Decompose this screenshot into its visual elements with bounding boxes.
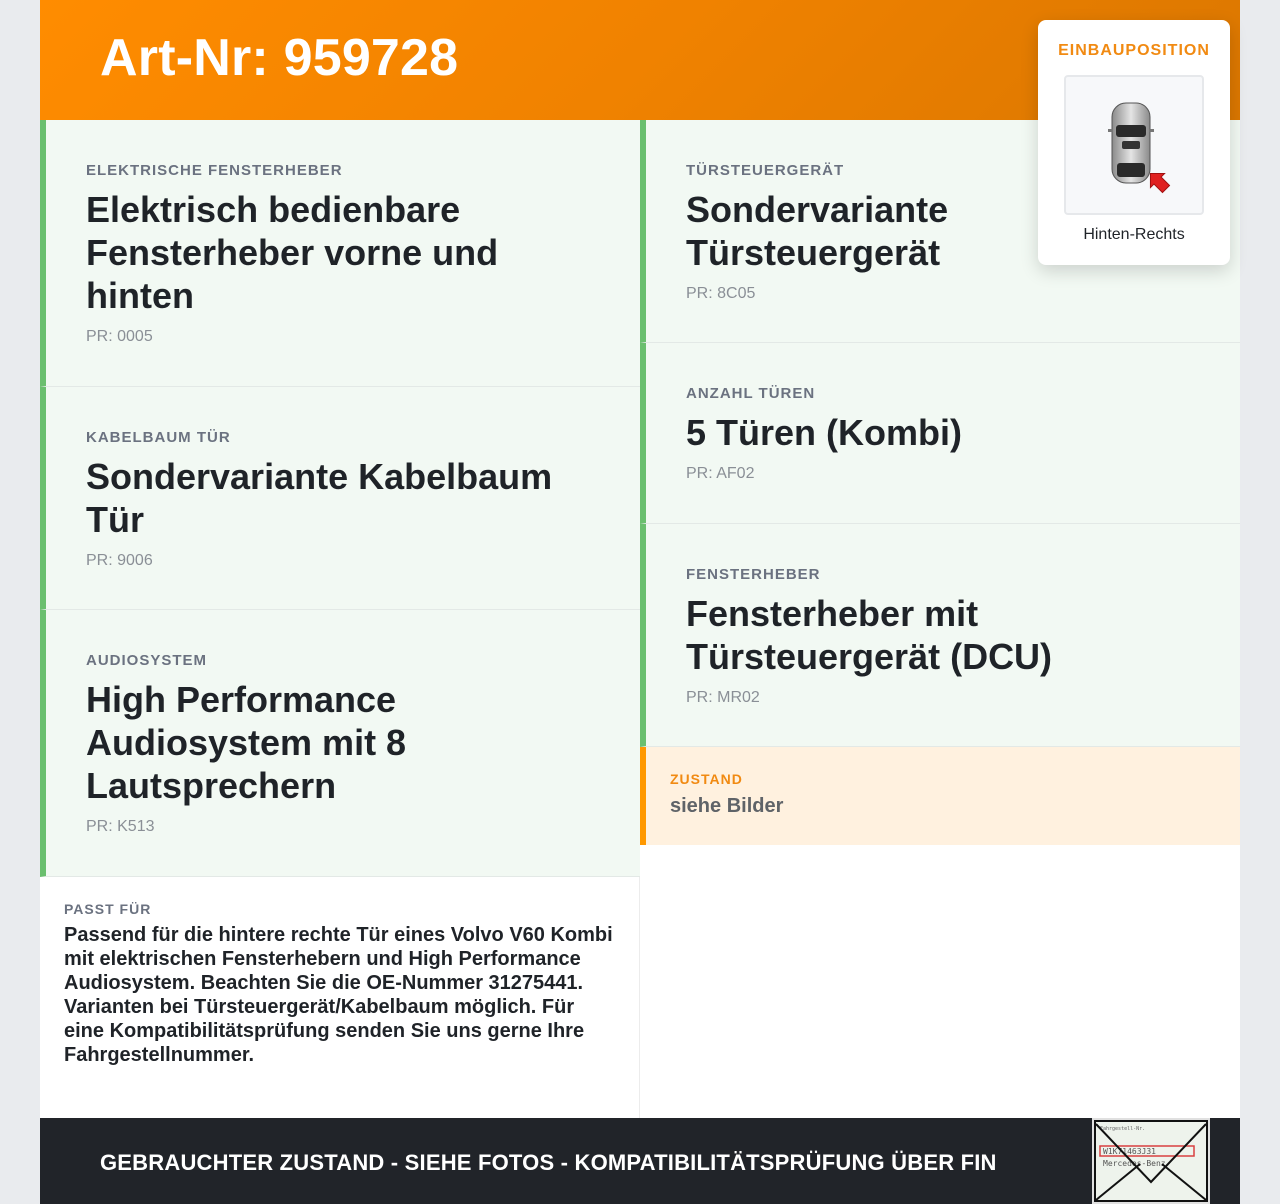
product-sheet bbox=[40, 0, 1240, 1204]
condition-box bbox=[640, 747, 1240, 845]
article-number-title: Art-Nr: 959728 bbox=[100, 29, 459, 87]
installation-position-card bbox=[1038, 20, 1230, 265]
svg-text:Fahrgestell-Nr.: Fahrgestell-Nr. bbox=[1100, 1126, 1146, 1132]
position-label: EINBAUPOSITION bbox=[1058, 42, 1210, 59]
feature-item bbox=[40, 120, 640, 387]
svg-text:Mercedes-Benz: Mercedes-Benz bbox=[1103, 1159, 1166, 1168]
feature-item bbox=[640, 524, 1240, 747]
feature-pr-code: PR: K513 bbox=[86, 818, 155, 835]
footer-banner bbox=[40, 1118, 1240, 1204]
fits-label: PASST FÜR bbox=[64, 901, 152, 917]
feature-value: Fensterheber mit Türsteuergerät (DCU) bbox=[686, 593, 1053, 677]
feature-value: 5 Türen (Kombi) bbox=[686, 412, 962, 453]
feature-value: High Performance Audiosystem mit 8 Lautsprechern bbox=[86, 679, 407, 806]
feature-category: ELEKTRISCHE FENSTERHEBER bbox=[86, 162, 343, 179]
position-value: Hinten-Rechts bbox=[1083, 226, 1185, 243]
footer-text: GEBRAUCHTER ZUSTAND - SIEHE FOTOS - KOMPATIBILITÄTSPRÜFUNG ÜBER FIN bbox=[100, 1150, 997, 1175]
condition-value: siehe Bilder bbox=[670, 795, 784, 817]
fits-description: Passend für die hintere rechte Tür eines Volvo V60 Kombi mit elektrischen Fensterhebern und High Performance Audiosystem. Beachten Sie die OE-Nummer 31275441. Varianten bei Türsteuergerät/Kabelbaum möglich. Für eine Kompatibilitätsprüfung senden Sie uns gerne Ihre Fahrgestellnummer. bbox=[64, 924, 613, 1066]
feature-category: AUDIOSYSTEM bbox=[86, 652, 208, 669]
feature-category: TÜRSTEUERGERÄT bbox=[686, 162, 845, 179]
feature-pr-code: PR: MR02 bbox=[686, 689, 760, 706]
feature-pr-code: PR: AF02 bbox=[686, 465, 755, 482]
feature-category: KABELBAUM TÜR bbox=[86, 429, 231, 446]
envelope-icon bbox=[1094, 1120, 1208, 1202]
left-feature-column bbox=[40, 120, 640, 877]
car-position-image bbox=[1064, 75, 1204, 215]
feature-pr-code: PR: 9006 bbox=[86, 552, 153, 569]
feature-item bbox=[40, 610, 640, 877]
fits-for-section bbox=[40, 877, 640, 1118]
svg-text:W1K71463J31: W1K71463J31 bbox=[1103, 1147, 1156, 1156]
feature-item bbox=[40, 387, 640, 610]
feature-item bbox=[640, 343, 1240, 524]
feature-pr-code: PR: 8C05 bbox=[686, 285, 756, 302]
feature-value: Sondervariante Türsteuergerät bbox=[686, 189, 949, 273]
feature-value: Sondervariante Kabelbaum Tür bbox=[86, 456, 553, 540]
car-top-view-icon bbox=[1066, 77, 1206, 217]
condition-label: ZUSTAND bbox=[670, 771, 743, 787]
feature-category: ANZAHL TÜREN bbox=[686, 385, 816, 402]
feature-value: Elektrisch bedienbare Fensterheber vorne und hinten bbox=[86, 189, 499, 316]
feature-category: FENSTERHEBER bbox=[686, 566, 821, 583]
vin-document-image bbox=[1092, 1118, 1210, 1204]
feature-pr-code: PR: 0005 bbox=[86, 328, 153, 345]
